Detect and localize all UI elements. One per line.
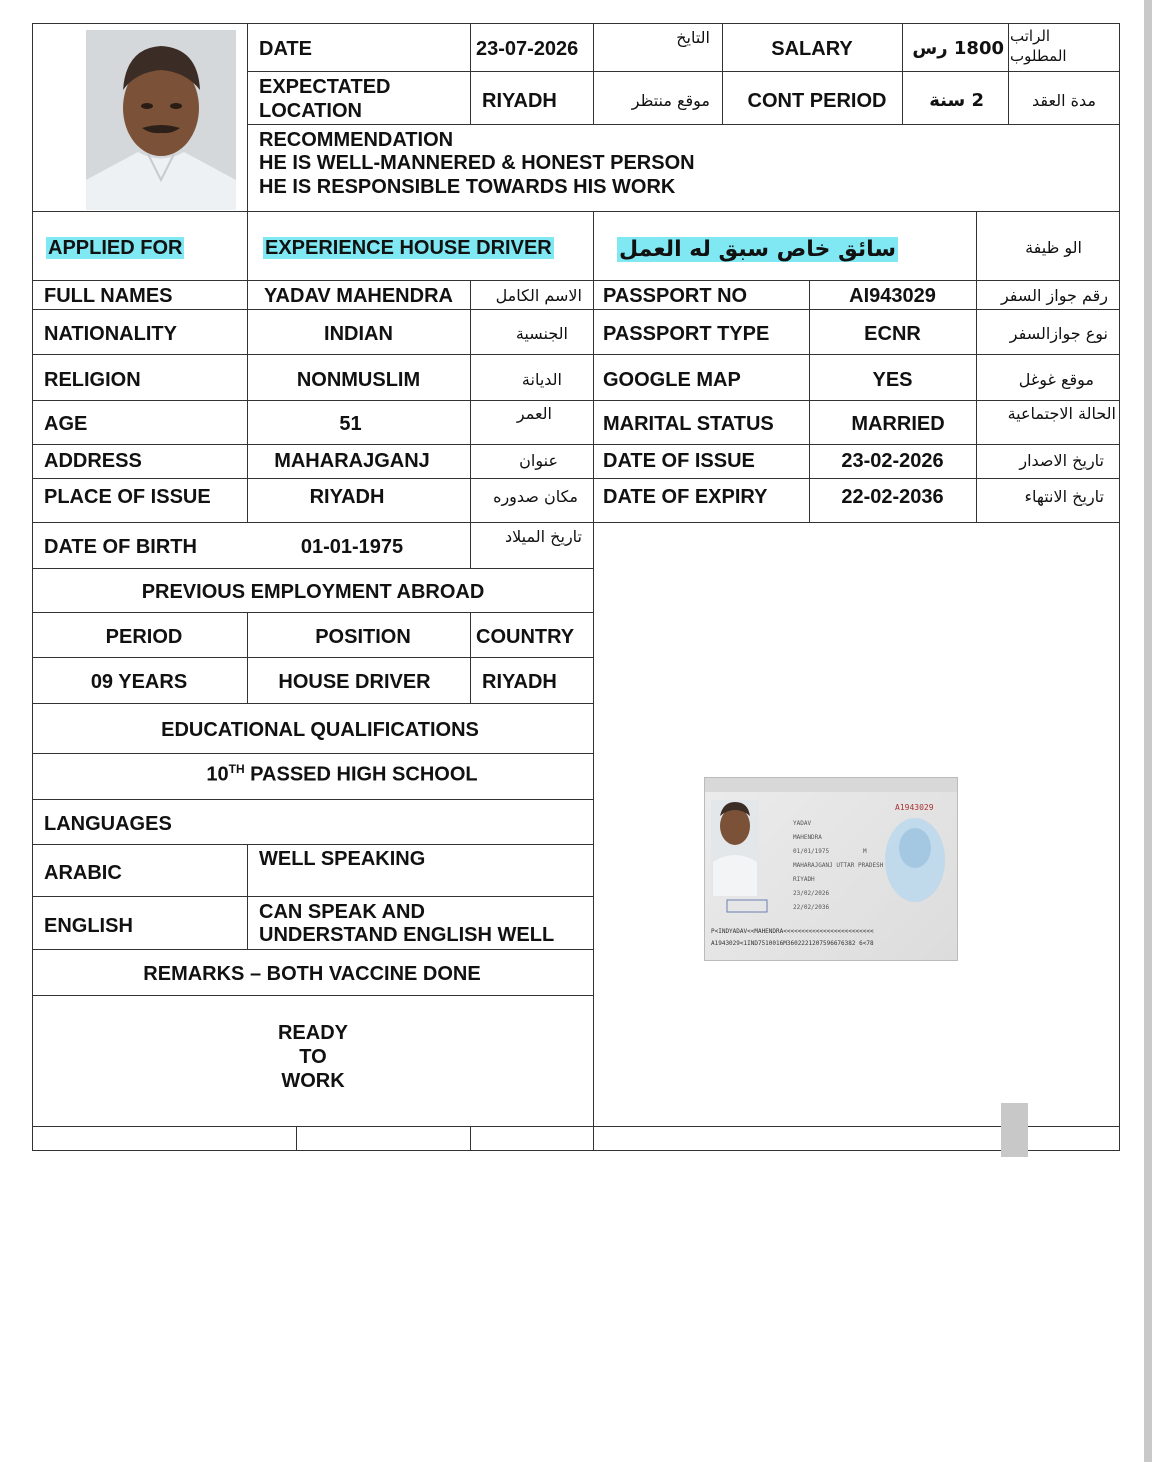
age-value: 51 (339, 413, 362, 435)
passport-scan-dob: 01/01/1975 (793, 848, 830, 855)
google-map-value: YES (872, 369, 913, 391)
full-name-label-ar: الاسم الكامل (495, 286, 582, 305)
date-of-birth-label-ar: تاريخ الميلاد (505, 527, 582, 546)
ready-line-1: READY (277, 1022, 348, 1044)
passport-no-label: PASSPORT NO (603, 285, 748, 307)
passport-scan-issue: 23/02/2026 (793, 890, 830, 897)
date-of-expiry-label-ar: تاريخ الانتهاء (1024, 487, 1104, 506)
place-of-issue-value: RIYADH (309, 486, 385, 508)
period-value: 2 سنة (929, 90, 984, 111)
nationality-value: INDIAN (324, 323, 393, 345)
arabic-label: ARABIC (44, 862, 122, 884)
date-of-birth-label: DATE OF BIRTH (44, 536, 197, 558)
applied-for-value-ar: سائق خاص سبق له العمل (619, 237, 896, 262)
employment-title: PREVIOUS EMPLOYMENT ABROAD (141, 581, 485, 603)
employment-header-period: PERIOD (105, 626, 183, 648)
salary-label-ar: الراتب المطلوب (1010, 27, 1067, 65)
passport-no-value: AI943029 (849, 285, 936, 307)
languages-title: LANGUAGES (44, 813, 172, 835)
passport-scan-sex: M (863, 848, 867, 855)
date-of-expiry-label: DATE OF EXPIRY (603, 486, 768, 508)
recommendation-title: RECOMMENDATION (259, 129, 454, 151)
employment-header-country: COUNTRY (476, 626, 575, 648)
ready-line-2: TO (299, 1046, 327, 1068)
employment-header-position: POSITION (315, 626, 411, 648)
full-name-label: FULL NAMES (44, 285, 173, 307)
nationality-label-ar: الجنسية (515, 324, 568, 343)
salary-label: SALARY (771, 38, 853, 60)
recommendation-line-2: HE IS RESPONSIBLE TOWARDS HIS WORK (259, 176, 676, 198)
education-title: EDUCATIONAL QUALIFICATIONS (161, 719, 479, 741)
date-label-ar: التايخ (676, 28, 710, 47)
passport-scan-number: A1943029 (895, 803, 934, 812)
english-value-1: CAN SPEAK AND (259, 901, 425, 923)
passport-scan-given: MAHENDRA (793, 834, 822, 841)
passport-scan-expiry: 22/02/2036 (793, 904, 830, 911)
date-of-issue-label: DATE OF ISSUE (603, 450, 755, 472)
religion-label-ar: الديانة (521, 370, 562, 389)
passport-scan-place-issue: RIYADH (793, 876, 815, 883)
period-label: CONT PERIOD (747, 90, 887, 112)
google-map-label: GOOGLE MAP (603, 369, 741, 391)
date-of-expiry-value: 22-02-2036 (841, 486, 944, 508)
employment-period: 09 YEARS (90, 671, 188, 693)
remarks: REMARKS – BOTH VACCINE DONE (143, 963, 481, 985)
passport-scan-surname: YADAV (793, 820, 812, 827)
date-of-issue-value: 23-02-2026 (841, 450, 944, 472)
education-value: 10TH PASSED HIGH SCHOOL (206, 762, 478, 786)
age-label: AGE (44, 413, 88, 435)
passport-scan-mrz-1: P<INDYADAV<<MAHENDRA<<<<<<<<<<<<<<<<<<<<<<<<< (711, 928, 874, 935)
english-value-2: UNDERSTAND ENGLISH WELL (259, 924, 555, 946)
applied-for-value: EXPERIENCE HOUSE DRIVER (265, 237, 552, 259)
passport-scan-place-birth: MAHARAJGANJ UTTAR PRADESH (793, 862, 884, 869)
passport-no-label-ar: رقم جواز السفر (1000, 286, 1108, 305)
page-edge (1144, 0, 1152, 1462)
applied-for-label: APPLIED FOR (48, 237, 183, 259)
religion-value: NONMUSLIM (296, 369, 421, 391)
passport-type-label: PASSPORT TYPE (603, 323, 770, 345)
date-label: DATE (259, 38, 312, 60)
employment-position: HOUSE DRIVER (278, 671, 431, 693)
location-label-ar: موقع منتظر (631, 91, 710, 110)
employment-country: RIYADH (482, 671, 557, 693)
religion-label: RELIGION (44, 369, 141, 391)
salary-value: 1800 رس (912, 38, 1004, 59)
location-value: RIYADH (482, 90, 557, 112)
passport-type-label-ar: نوع جوازالسفر (1009, 324, 1108, 343)
passport-scan-image (704, 777, 958, 961)
period-label-ar: مدة العقد (1032, 91, 1096, 110)
age-label-ar: العمر (516, 404, 552, 423)
date-of-issue-label-ar: تاريخ الاصدار (1019, 451, 1104, 470)
recommendation-line-1: HE IS WELL-MANNERED & HONEST PERSON (259, 152, 695, 174)
marital-status-value: MARRIED (851, 413, 945, 435)
passport-scan-mrz-2: A1943029<1IND7510016M3602221207596676382 6<78 (711, 940, 874, 947)
applied-for-label-ar: الو ظيفة (1025, 238, 1082, 257)
place-of-issue-label-ar: مكان صدوره (493, 487, 578, 506)
marital-status-label: MARITAL STATUS (603, 413, 774, 435)
google-map-label-ar: موقع غوغل (1018, 370, 1094, 389)
nationality-label: NATIONALITY (44, 323, 177, 345)
marital-status-label-ar: الحالة الاجتماعية (1007, 404, 1116, 423)
passport-type-value: ECNR (864, 323, 921, 345)
scrollbar-thumb[interactable] (1001, 1103, 1028, 1157)
arabic-value: WELL SPEAKING (259, 848, 426, 870)
address-value: MAHARAJGANJ (274, 450, 430, 472)
place-of-issue-label: PLACE OF ISSUE (44, 486, 211, 508)
address-label-ar: عنوان (519, 451, 558, 470)
date-of-birth-value: 01-01-1975 (300, 536, 404, 558)
applicant-photo (86, 30, 236, 210)
full-name-value: YADAV MAHENDRA (264, 285, 453, 307)
english-label: ENGLISH (44, 915, 133, 937)
location-label: EXPECTATED LOCATION (259, 76, 391, 122)
ready-line-3: WORK (281, 1070, 345, 1092)
address-label: ADDRESS (44, 450, 142, 472)
date-value: 23-07-2026 (476, 38, 579, 60)
